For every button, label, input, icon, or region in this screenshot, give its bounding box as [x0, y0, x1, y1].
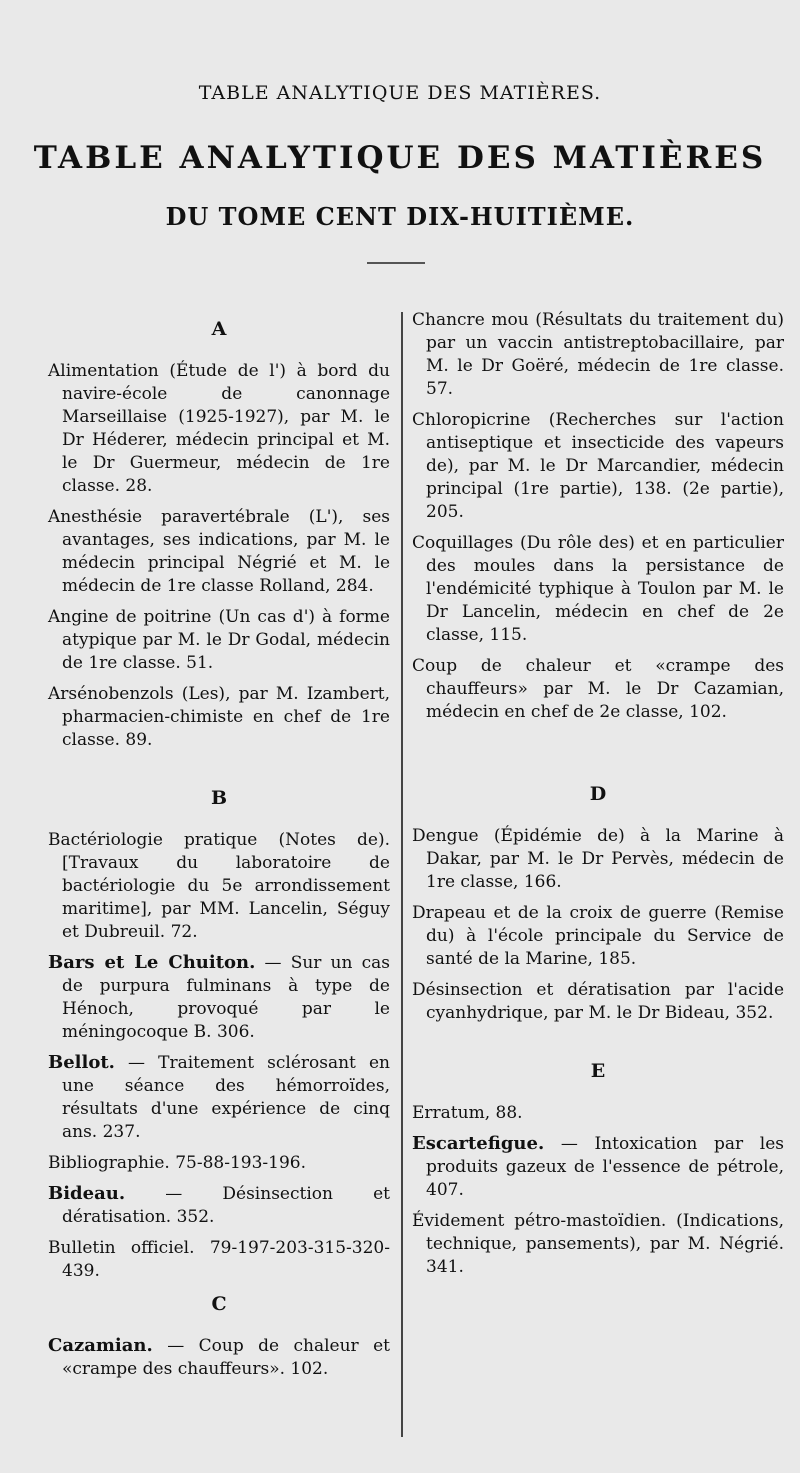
index-entry — [412, 1209, 784, 1279]
section-letter: E — [590, 1060, 606, 1082]
index-entry — [48, 1051, 390, 1144]
index-entry — [412, 308, 784, 401]
section-letter: D — [589, 783, 607, 805]
page-title: TABLE ANALYTIQUE DES MATIÈRES — [33, 140, 767, 176]
entry-author: Bars et Le Chuiton. — [48, 952, 256, 973]
entry-text: Drapeau et de la croix de guerre (Remise du) à l'école principale du Service de santé de la Marine, 185. — [412, 903, 784, 969]
entry-text: — Coup de chaleur et «crampe des chauffeurs». 102. — [62, 1336, 390, 1379]
entry-text: Dengue (Épidémie de) à la Marine à Dakar, par M. le Dr Pervès, médecin de 1re classe, 166. — [412, 826, 784, 892]
entry-author: Bideau. — [48, 1183, 126, 1204]
entry-text: — Désinsection et dératisation. 352. — [62, 1184, 390, 1227]
index-entry — [412, 531, 784, 647]
entry-text: Arsénobenzols (Les), par M. Izambert, pharmacien-chimiste en chef de 1re classe. 89. — [48, 684, 390, 750]
running-head: TABLE ANALYTIQUE DES MATIÈRES. — [198, 82, 602, 104]
entry-text: Chloropicrine (Recherches sur l'action antiseptique et insecticide des vapeurs de), par M. le Dr Marcandier, médecin principal (1re partie), 138. (2e partie), 205. — [412, 410, 784, 522]
right-column — [412, 308, 784, 1286]
index-entry — [48, 1236, 390, 1283]
entry-text: Angine de poitrine (Un cas d') à forme atypique par M. le Dr Godal, médecin de 1re classe. 51. — [48, 607, 390, 673]
index-entry — [48, 682, 390, 752]
index-entry — [412, 1101, 784, 1125]
index-entry — [48, 359, 390, 498]
entry-author: Escartefigue. — [412, 1133, 545, 1154]
column-divider — [401, 312, 403, 1437]
entry-text: Chancre mou (Résultats du traitement du) par un vaccin antistreptobacillaire, par M. le Dr Goëré, médecin de 1re classe. 57. — [412, 310, 784, 399]
title-rule — [367, 262, 425, 264]
index-entry — [412, 1132, 784, 1202]
entry-text: Coup de chaleur et «crampe des chauffeurs» par M. le Dr Cazamian, médecin en chef de 2e classe, 102. — [412, 656, 784, 722]
entry-text: — Intoxication par les produits gazeux de l'essence de pétrole, 407. — [426, 1134, 784, 1200]
entry-text: Anesthésie paravertébrale (L'), ses avantages, ses indications, par M. le médecin principal Négrié et M. le médecin de 1re classe Rolland, 284. — [48, 507, 390, 596]
entry-text: Coquillages (Du rôle des) et en particulier des moules dans la persistance de l'endémicité typhique à Toulon par M. le Dr Lancelin, médecin en chef de 2e classe, 115. — [412, 533, 784, 645]
section-letter: B — [210, 787, 228, 809]
entry-text: Bactériologie pratique (Notes de). [Travaux du laboratoire de bactériologie du 5e arrondissement maritime], par MM. Lancelin, Séguy et Dubreuil. 72. — [48, 830, 390, 942]
index-entry — [48, 1334, 390, 1381]
index-entry — [48, 828, 390, 944]
index-entry — [412, 654, 784, 724]
entry-author: Cazamian. — [48, 1335, 153, 1356]
index-entry — [48, 605, 390, 675]
entry-text: Bibliographie. 75-88-193-196. — [48, 1153, 306, 1173]
entry-text: Erratum, 88. — [412, 1103, 523, 1123]
index-entry — [412, 408, 784, 524]
entry-text: Évidement pétro-mastoïdien. (Indications, technique, pansements), par M. Négrié. 341. — [412, 1211, 784, 1277]
entry-text: Bulletin officiel. 79-197-203-315-320-439. — [48, 1238, 390, 1281]
index-entry — [412, 901, 784, 971]
entry-author: Bellot. — [48, 1052, 115, 1073]
index-entry — [412, 978, 784, 1025]
index-entry — [48, 951, 390, 1044]
index-entry — [48, 1182, 390, 1229]
left-column — [48, 308, 390, 1388]
entry-text: Alimentation (Étude de l') à bord du navire-école de canonnage Marseillaise (1925-1927), par M. le Dr Héderer, médecin principal et M. le Dr Guermeur, médecin de 1re classe. 28. — [48, 361, 390, 496]
index-entry — [412, 824, 784, 894]
entry-text: — Traitement sclérosant en une séance des hémorroïdes, résultats d'une expérience de cinq ans. 237. — [62, 1053, 390, 1142]
page-subtitle: DU TOME CENT DIX-HUITIÈME. — [165, 202, 635, 231]
section-letter: A — [211, 318, 227, 340]
section-letter: C — [211, 1293, 227, 1315]
index-entry — [48, 1151, 390, 1175]
entry-text: — Sur un cas de purpura fulminans à type de Hénoch, provoqué par le méningocoque B. 306. — [62, 953, 390, 1042]
index-entry — [48, 505, 390, 598]
entry-text: Désinsection et dératisation par l'acide cyanhydrique, par M. le Dr Bideau, 352. — [412, 980, 784, 1023]
